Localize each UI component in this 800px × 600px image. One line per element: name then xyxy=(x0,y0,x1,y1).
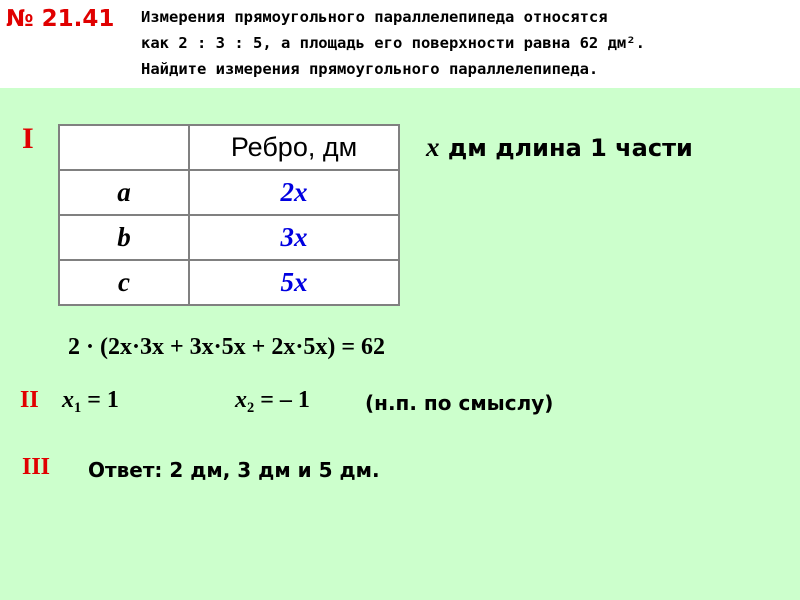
edge-value: 2x xyxy=(189,170,399,215)
edge-name: b xyxy=(59,215,189,260)
equation: 2 · (2x·3x + 3x·5x + 2x·5x) = 62 xyxy=(68,334,386,360)
step-two-label: II xyxy=(20,387,39,413)
problem-header xyxy=(0,0,800,88)
edge-name: a xyxy=(59,170,189,215)
table-row xyxy=(59,215,399,260)
answer-text: Ответ: 2 дм, 3 дм и 5 дм. xyxy=(88,458,380,482)
root-x2-var: x xyxy=(235,387,247,413)
root-x2-sub: 2 xyxy=(247,400,255,417)
root-x2-note: (н.п. по смыслу) xyxy=(365,391,554,415)
edges-table xyxy=(58,124,400,306)
table-header-cell: Ребро, дм xyxy=(189,125,399,170)
problem-line: Измерения прямоугольного параллелепипеда относятся xyxy=(141,8,608,26)
variable-note xyxy=(426,132,693,163)
edge-value: 3x xyxy=(189,215,399,260)
table-header-cell xyxy=(59,125,189,170)
root-x1-value: = 1 xyxy=(81,387,119,413)
problem-statement xyxy=(141,4,796,82)
table-row xyxy=(59,170,399,215)
problem-number: № 21.41 xyxy=(6,6,115,32)
table-row xyxy=(59,260,399,305)
edge-value: 5x xyxy=(189,260,399,305)
root-x1-sub: 1 xyxy=(74,400,82,417)
problem-line: Найдите измерения прямоугольного параллелепипеда. xyxy=(141,60,599,78)
step-one-label: I xyxy=(22,122,34,155)
note-variable: x xyxy=(426,132,440,162)
root-x2 xyxy=(235,387,310,417)
root-x2-value: = – 1 xyxy=(254,387,310,413)
note-text: дм длина 1 части xyxy=(439,134,693,162)
edge-name: c xyxy=(59,260,189,305)
table-header-row xyxy=(59,125,399,170)
problem-line: как 2 : 3 : 5, а площадь его поверхности равна 62 дм². xyxy=(141,34,645,52)
step-three-label: III xyxy=(22,454,51,480)
root-x1-var: x xyxy=(62,387,74,413)
root-x1 xyxy=(62,387,119,417)
